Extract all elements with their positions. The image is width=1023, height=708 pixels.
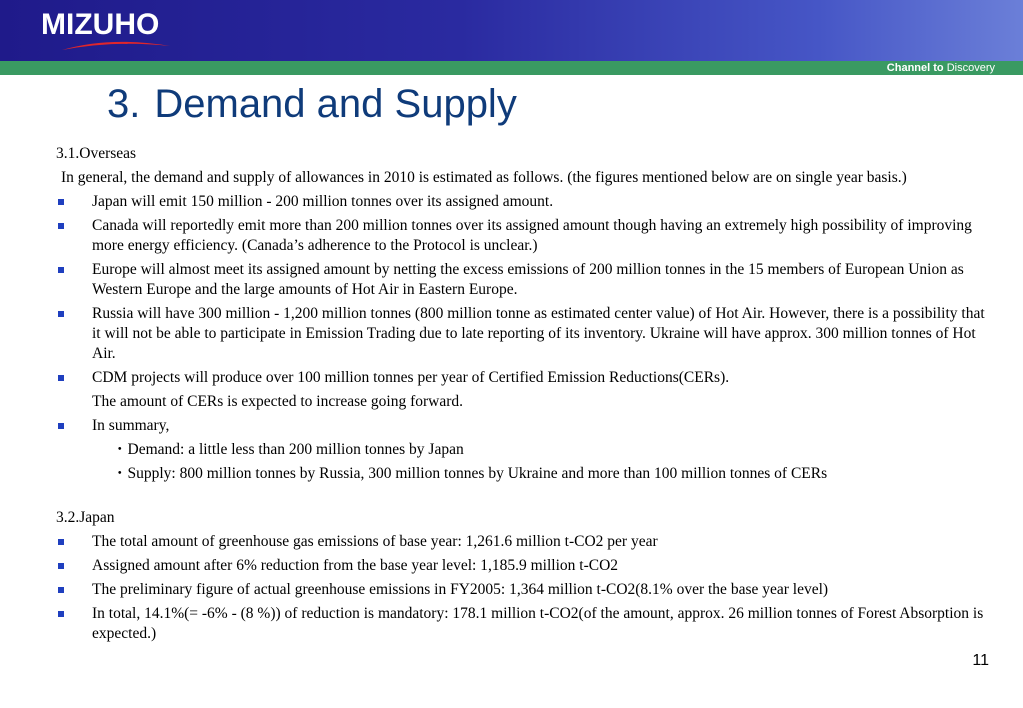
mizuho-logo: MIZUHO <box>41 8 160 41</box>
list-item <box>56 416 986 436</box>
square-bullet-icon <box>58 223 64 229</box>
page-number: 11 <box>972 652 989 669</box>
green-accent-bar <box>0 61 1023 75</box>
list-item <box>56 304 986 364</box>
title-text: Demand and Supply <box>154 82 517 126</box>
section-heading-overseas: 3.1.Overseas <box>56 145 137 162</box>
header-banner <box>0 0 1023 61</box>
square-bullet-icon <box>58 267 64 273</box>
bullet-text: Japan will emit 150 million - 200 million tonnes over its assigned amount. <box>92 193 554 210</box>
bullet-text: The preliminary figure of actual greenhouse emissions in FY2005: 1,364 million t-CO2(8.1% over the base year level) <box>92 581 829 598</box>
list-item <box>56 260 986 300</box>
summary-demand: ・Demand: a little less than 200 million tonnes by Japan <box>112 441 464 458</box>
square-bullet-icon <box>58 611 64 617</box>
intro-paragraph: In general, the demand and supply of allowances in 2010 is estimated as follows. (the figures mentioned below are on single year basis.) <box>61 169 907 186</box>
cdm-note: The amount of CERs is expected to increase going forward. <box>92 393 464 410</box>
bullet-text: Assigned amount after 6% reduction from the base year level: 1,185.9 million t-CO2 <box>92 557 619 574</box>
square-bullet-icon <box>58 587 64 593</box>
title-number: 3. <box>107 82 141 126</box>
tagline-light: Discovery <box>946 62 995 74</box>
list-item <box>56 192 986 212</box>
square-bullet-icon <box>58 199 64 205</box>
summary-supply: ・Supply: 800 million tonnes by Russia, 300 million tonnes by Ukraine and more than 100 million tonnes of CERs <box>112 465 828 482</box>
list-item <box>56 532 986 552</box>
logo-swoosh-icon <box>60 38 172 52</box>
square-bullet-icon <box>58 311 64 317</box>
bullet-text: CDM projects will produce over 100 million tonnes per year of Certified Emission Reductions(CERs). <box>92 369 730 386</box>
spacer <box>56 488 986 508</box>
list-item <box>56 368 986 388</box>
list-item <box>56 216 986 256</box>
slide-content <box>56 144 986 648</box>
square-bullet-icon <box>58 423 64 429</box>
bullet-text: Europe will almost meet its assigned amount by netting the excess emissions of 200 million tonnes in the 15 members of European Union as Western Europe and the large amounts of Hot Air in Eastern Europe. <box>92 261 964 298</box>
list-item <box>56 604 986 644</box>
bullet-text: Russia will have 300 million - 1,200 million tonnes (800 million tonne as estimated center value) of Hot Air. However, there is a possibility that it will not be able to participate in Emission Trading due to late reporting of its inventory. Ukraine will have approx. 300 million tonnes of Hot Air. <box>92 305 985 362</box>
tagline <box>887 61 995 75</box>
bullet-text: The total amount of greenhouse gas emissions of base year: 1,261.6 million t-CO2 per year <box>92 533 658 550</box>
list-item <box>56 556 986 576</box>
square-bullet-icon <box>58 539 64 545</box>
bullet-text: In total, 14.1%(= -6% - (8 %)) of reduction is mandatory: 178.1 million t-CO2(of the amount, approx. 26 million tonnes of Forest Absorption is expected.) <box>92 605 984 642</box>
tagline-bold: Channel to <box>886 62 944 74</box>
bullet-text: In summary, <box>92 417 170 434</box>
section-heading-japan: 3.2.Japan <box>56 509 115 526</box>
page-title <box>107 82 517 127</box>
list-item <box>56 580 986 600</box>
square-bullet-icon <box>58 563 64 569</box>
square-bullet-icon <box>58 375 64 381</box>
bullet-text: Canada will reportedly emit more than 200 million tonnes over its assigned amount though having an extremely high possibility of improving more energy efficiency. (Canada’s adherence to the Protocol is unclear.) <box>92 217 972 254</box>
